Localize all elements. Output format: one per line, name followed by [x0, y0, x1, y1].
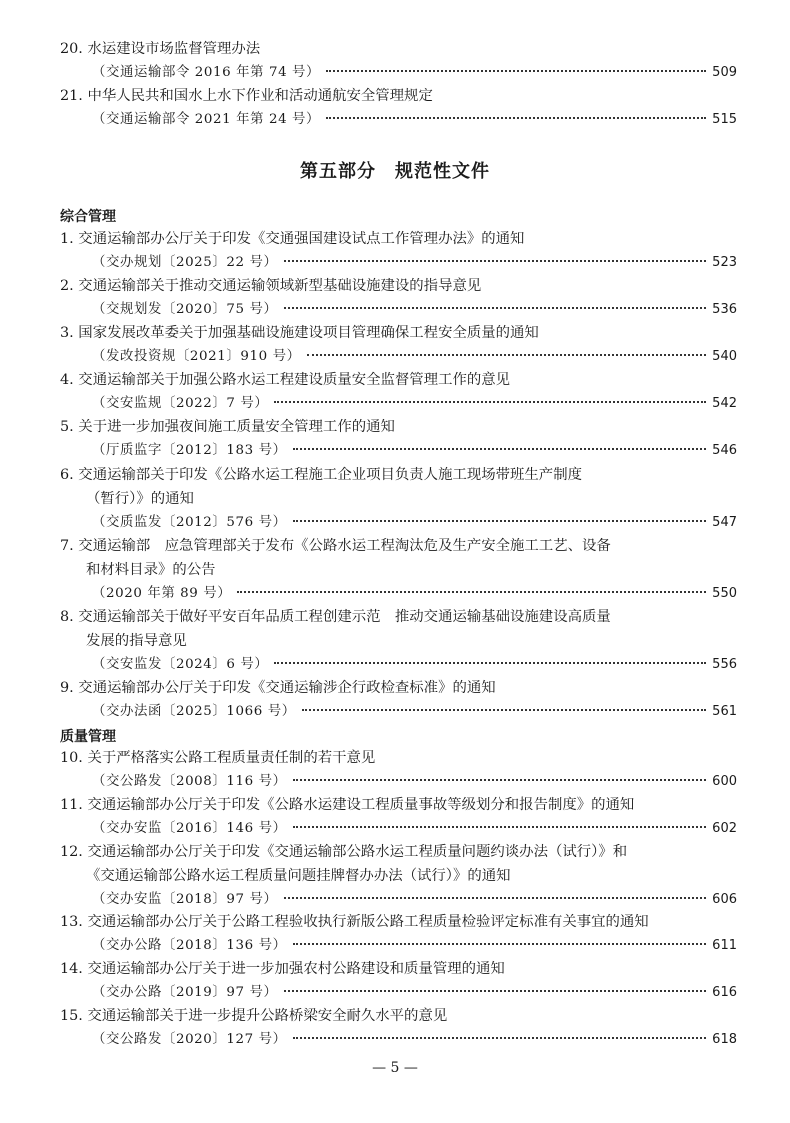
dot-leader	[293, 1037, 707, 1039]
toc-entry-source: （交质监发〔2012〕576 号）	[92, 515, 287, 530]
toc-entry-title[interactable]: 4. 交通运输部关于加强公路水运工程建设质量安全监督管理工作的意见	[60, 372, 511, 388]
toc-entry-source: （交办法函〔2025〕1066 号）	[92, 704, 296, 719]
toc-entry-page-number[interactable]: 602	[712, 821, 737, 836]
toc-entry-title[interactable]: 3. 国家发展改革委关于加强基础设施建设项目管理确保工程安全质量的通知	[60, 325, 539, 341]
toc-entry-source: （交安监规〔2022〕7 号）	[92, 396, 269, 411]
toc-entry-source-row	[92, 62, 737, 84]
toc-entry-title[interactable]: 12. 交通运输部办公厅关于印发《交通运输部公路水运工程质量问题约谈办法（试行）》和	[60, 844, 628, 860]
toc-entry-page-number[interactable]: 515	[712, 112, 737, 127]
toc-entry-title-continued[interactable]: 和材料目录》的公告	[86, 562, 216, 578]
dot-leader	[293, 943, 707, 945]
dot-leader	[237, 591, 706, 593]
toc-entry-title[interactable]: 5. 关于进一步加强夜间施工质量安全管理工作的通知	[60, 419, 395, 435]
toc-entry-page-number[interactable]: 556	[712, 657, 737, 672]
toc-entry-page-number[interactable]: 550	[712, 586, 737, 601]
toc-entry-source-row	[92, 346, 737, 368]
dot-leader	[284, 897, 707, 899]
toc-entry-title-continued[interactable]: 《交通运输部公路水运工程质量问题挂牌督办办法（试行）》的通知	[86, 868, 511, 884]
dot-leader	[326, 117, 706, 119]
toc-entry-source-row	[92, 512, 737, 534]
toc-entry-title-continued[interactable]: （暂行）》的通知	[86, 491, 194, 507]
toc-entry-source: （交办公路〔2018〕136 号）	[92, 938, 287, 953]
toc-entry-page-number[interactable]: 536	[712, 302, 737, 317]
toc-entry-source: （交通运输部令 2021 年第 24 号）	[92, 112, 321, 127]
toc-entry-source-row	[92, 982, 737, 1004]
toc-entry-page-number[interactable]: 523	[712, 255, 737, 270]
toc-entry-source: （厅质监字〔2012〕183 号）	[92, 443, 287, 458]
toc-entry-source-row	[92, 654, 737, 676]
toc-entry-page-number[interactable]: 542	[712, 396, 737, 411]
part-title: 第五部分 规范性文件	[300, 161, 490, 182]
section-heading-quality: 质量管理	[60, 729, 116, 745]
toc-entry-source: （交办公路〔2019〕97 号）	[92, 985, 278, 1000]
toc-entry-source: （发改投资规〔2021〕910 号）	[92, 349, 301, 364]
dot-leader	[284, 990, 707, 992]
toc-entry-title[interactable]: 10. 关于严格落实公路工程质量责任制的若干意见	[60, 750, 376, 766]
toc-entry-title-continued[interactable]: 发展的指导意见	[86, 633, 187, 649]
toc-entry-source-row	[92, 583, 737, 605]
toc-entry-title[interactable]: 13. 交通运输部办公厅关于公路工程验收执行新版公路工程质量检验评定标准有关事宜的通知	[60, 914, 649, 930]
toc-entry-page-number[interactable]: 616	[712, 985, 737, 1000]
toc-entry-source-row	[92, 818, 737, 840]
toc-entry-source: （交安监发〔2024〕6 号）	[92, 657, 269, 672]
toc-entry-source-row	[92, 440, 737, 462]
dot-leader	[293, 779, 707, 781]
toc-entry-source: （交通运输部令 2016 年第 74 号）	[92, 65, 321, 80]
dot-leader	[302, 709, 706, 711]
dot-leader	[274, 662, 706, 664]
toc-entry-page-number[interactable]: 509	[712, 65, 737, 80]
toc-entry-source: （2020 年第 89 号）	[92, 586, 232, 601]
toc-entry-source-row	[92, 701, 737, 723]
toc-entry-title[interactable]: 14. 交通运输部办公厅关于进一步加强农村公路建设和质量管理的通知	[60, 961, 505, 977]
dot-leader	[293, 520, 707, 522]
dot-leader	[293, 826, 707, 828]
toc-entry-page-number[interactable]: 546	[712, 443, 737, 458]
toc-entry-source-row	[92, 109, 737, 131]
dot-leader	[307, 354, 707, 356]
dot-leader	[293, 448, 707, 450]
toc-entry-page-number[interactable]: 540	[712, 349, 737, 364]
toc-entry-title[interactable]: 7. 交通运输部 应急管理部关于发布《公路水运工程淘汰危及生产安全施工工艺、设备	[60, 538, 611, 554]
toc-entry-source-row	[92, 393, 737, 415]
dot-leader	[284, 307, 707, 309]
dot-leader	[284, 260, 707, 262]
toc-entry-title[interactable]: 6. 交通运输部关于印发《公路水运工程施工企业项目负责人施工现场带班生产制度	[60, 467, 582, 483]
toc-entry-title[interactable]: 1. 交通运输部办公厅关于印发《交通强国建设试点工作管理办法》的通知	[60, 231, 525, 247]
toc-entry-source: （交公路发〔2008〕116 号）	[92, 774, 287, 789]
toc-entry-title[interactable]: 21. 中华人民共和国水上水下作业和活动通航安全管理规定	[60, 88, 433, 104]
toc-entry-page-number[interactable]: 547	[712, 515, 737, 530]
toc-entry-source: （交办安监〔2018〕97 号）	[92, 892, 278, 907]
toc-entry-title[interactable]: 9. 交通运输部办公厅关于印发《交通运输涉企行政检查标准》的通知	[60, 680, 496, 696]
toc-entry-source: （交公路发〔2020〕127 号）	[92, 1032, 287, 1047]
toc-entry-source: （交办规划〔2025〕22 号）	[92, 255, 278, 270]
page-number-footer: — 5 —	[372, 1060, 418, 1076]
toc-entry-source-row	[92, 299, 737, 321]
toc-entry-title[interactable]: 11. 交通运输部办公厅关于印发《公路水运建设工程质量事故等级划分和报告制度》的通知	[60, 797, 635, 813]
toc-entry-source: （交规划发〔2020〕75 号）	[92, 302, 278, 317]
toc-entry-title[interactable]: 2. 交通运输部关于推动交通运输领域新型基础设施建设的指导意见	[60, 278, 482, 294]
toc-entry-source-row	[92, 1029, 737, 1051]
toc-entry-page-number[interactable]: 561	[712, 704, 737, 719]
toc-entry-source: （交办安监〔2016〕146 号）	[92, 821, 287, 836]
toc-entry-source-row	[92, 771, 737, 793]
toc-entry-source-row	[92, 252, 737, 274]
toc-entry-source-row	[92, 889, 737, 911]
toc-entry-page-number[interactable]: 606	[712, 892, 737, 907]
dot-leader	[274, 401, 706, 403]
toc-entry-title[interactable]: 20. 水运建设市场监督管理办法	[60, 41, 261, 57]
toc-entry-page-number[interactable]: 611	[712, 938, 737, 953]
toc-entry-title[interactable]: 8. 交通运输部关于做好平安百年品质工程创建示范 推动交通运输基础设施建设高质量	[60, 609, 611, 625]
dot-leader	[326, 70, 706, 72]
toc-entry-source-row	[92, 935, 737, 957]
section-heading-general: 综合管理	[60, 209, 116, 225]
toc-entry-page-number[interactable]: 618	[712, 1032, 737, 1047]
toc-entry-page-number[interactable]: 600	[712, 774, 737, 789]
toc-entry-title[interactable]: 15. 交通运输部关于进一步提升公路桥梁安全耐久水平的意见	[60, 1008, 448, 1024]
